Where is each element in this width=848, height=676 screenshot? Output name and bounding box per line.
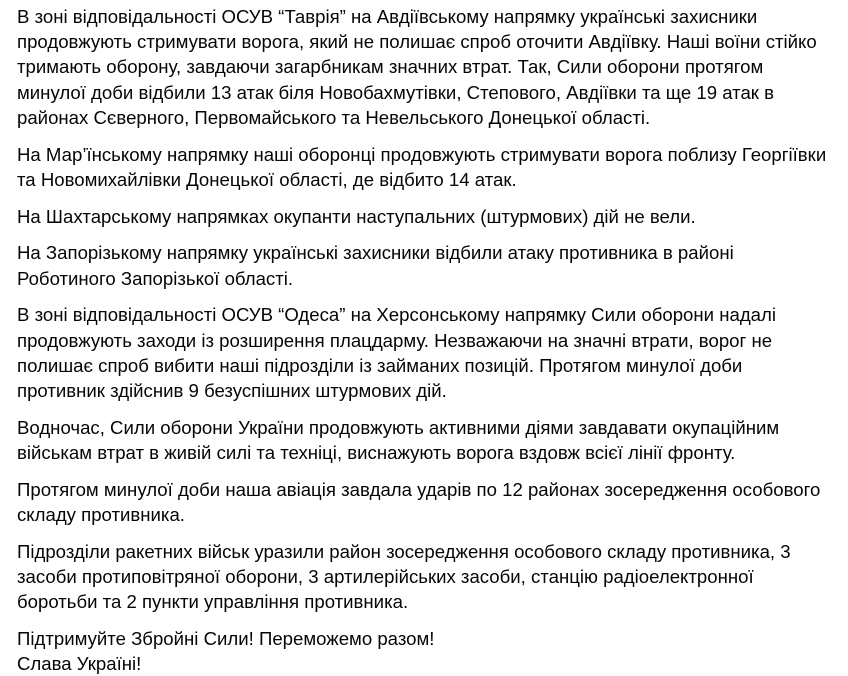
paragraph-marinka: На Мар’їнському напрямку наші оборонці продовжують стримувати ворога поблизу Георгіївки та Новомихайлівки Донецької області, де відбито 14 атак. bbox=[17, 143, 827, 190]
paragraph-kherson: В зоні відповідальності ОСУВ “Одеса” на Херсонському напрямку Сили оборони надалі продовжують заходи із розширення плацдарму. Незважаючи на значні втрати, ворог не полишає спроб вибити наші підрозділи із займаних позицій. Протягом минулої доби противник здійснив 9 безуспішних штурмових дій. bbox=[17, 304, 776, 402]
paragraph-missile-troops: Підрозділи ракетних військ уразили район зосередження особового складу противника, 3 засоби протиповітряної оборони, 3 артилерійських засоби, станцію радіоелектронної боротьби та 2 пункти управління противника. bbox=[17, 540, 791, 613]
paragraph-aviation: Протягом минулої доби наша авіація завдала ударів по 12 районах зосередження особового складу противника. bbox=[17, 478, 821, 526]
paragraph-avdiivka: В зоні відповідальності ОСУВ “Таврія” на Авдіївському напрямку українські захисники продовжують стримувати ворога, який не полишає спроб оточити Авдіївку. Наші воїни стійко тримають оборону, завдаючи загарбникам значних втрат. Так, Сили оборони протягом минулої доби відбили 13 атак біля Новобахмутівки, Степового, Авдіївки та ще 19 атак в районах Сєверного, Первомайського та Невельського Донецької області. bbox=[17, 6, 817, 128]
paragraph-zaporizhzhia: На Запорізькому напрямку українські захисники відбили атаку противника в районі Роботиного Запорізької області. bbox=[17, 242, 734, 289]
closing-line-support: Підтримуйте Збройні Сили! Переможемо разом! bbox=[17, 628, 435, 650]
closing-line-glory: Слава Україні! bbox=[17, 653, 142, 675]
closing-block bbox=[17, 626, 834, 676]
paragraph-shakhtarsk: На Шахтарському напрямках окупанти наступальних (штурмових) дій не вели. bbox=[17, 205, 696, 227]
paragraph-defense-forces: Водночас, Сили оборони України продовжують активними діями завдавати окупаційним військам втрат в живій силі та техніці, виснажують ворога вздовж всієї лінії фронту. bbox=[17, 416, 780, 464]
